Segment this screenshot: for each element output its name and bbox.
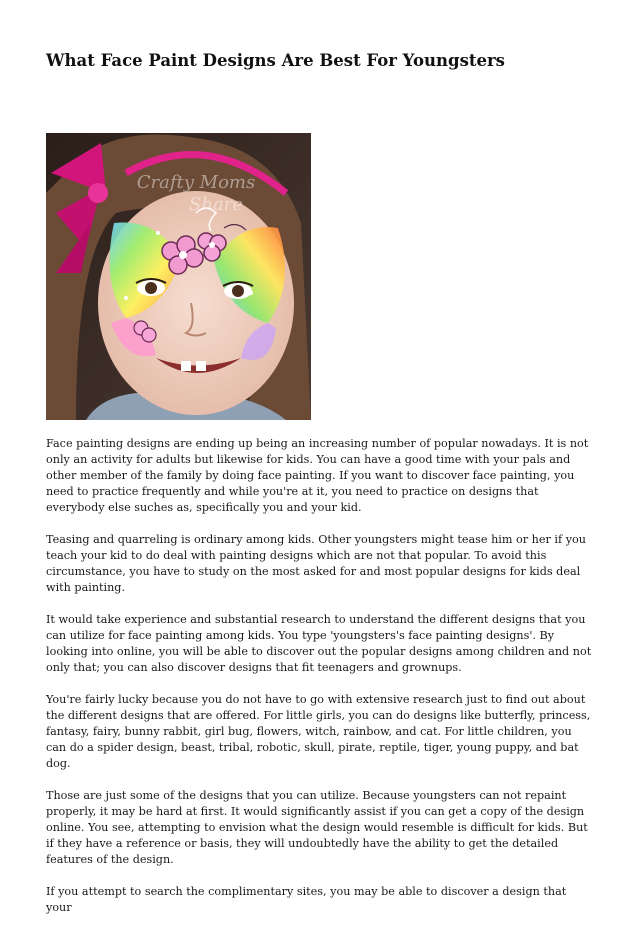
paragraph: Face painting designs are ending up being an increasing number of popular nowadays. It is not only an activity for adults but likewise for kids. You can have a good time with your pals and other member of the family by doing face painting. If you want to discover face painting, you need to practice frequently and while you're at it, you need to practice on designs that everybody else suches as, specifically you and your kid. (46, 437, 589, 514)
article-body (46, 436, 594, 932)
watermark-line-1: Crafty Moms (136, 172, 256, 193)
page-title: What Face Paint Designs Are Best For Youngsters (46, 51, 505, 70)
watermark-line-2: Share (189, 194, 243, 215)
paragraph: Those are just some of the designs that you can utilize. Because youngsters can not repaint properly, it may be hard at first. It would significantly assist if you can get a copy of the design online. You see, attempting to envision what the design would resemble is difficult for kids. But if they have a reference or basis, they will undoubtedly have the ability to get the detailed features of the design. (46, 789, 588, 866)
paragraph: You're fairly lucky because you do not have to go with extensive research just to find out about the different designs that are offered. For little girls, you can do designs like butterfly, princess, fantasy, fairy, bunny rabbit, girl bug, flowers, witch, rainbow, and cat. For little children, you can do a spider design, beast, tribal, robotic, skull, pirate, reptile, tiger, young puppy, and bat dog. (46, 693, 591, 770)
paragraph: Teasing and quarreling is ordinary among kids. Other youngsters might tease him or her if you teach your kid to do deal with painting designs which are not that popular. To avoid this circumstance, you have to study on the most asked for and most popular designs for kids deal with painting. (46, 533, 586, 594)
face-paint-photo (46, 133, 311, 420)
face-paint-illustration (46, 133, 311, 420)
paragraph: If you attempt to search the complimentary sites, you may be able to discover a design that your (46, 885, 567, 914)
paragraph: It would take experience and substantial research to understand the different designs that you can utilize for face painting among kids. You type 'youngsters's face painting designs'. By looking into online, you will be able to discover out the popular designs among children and not only that; you can also discover designs that fit teenagers and grownups. (46, 613, 592, 674)
